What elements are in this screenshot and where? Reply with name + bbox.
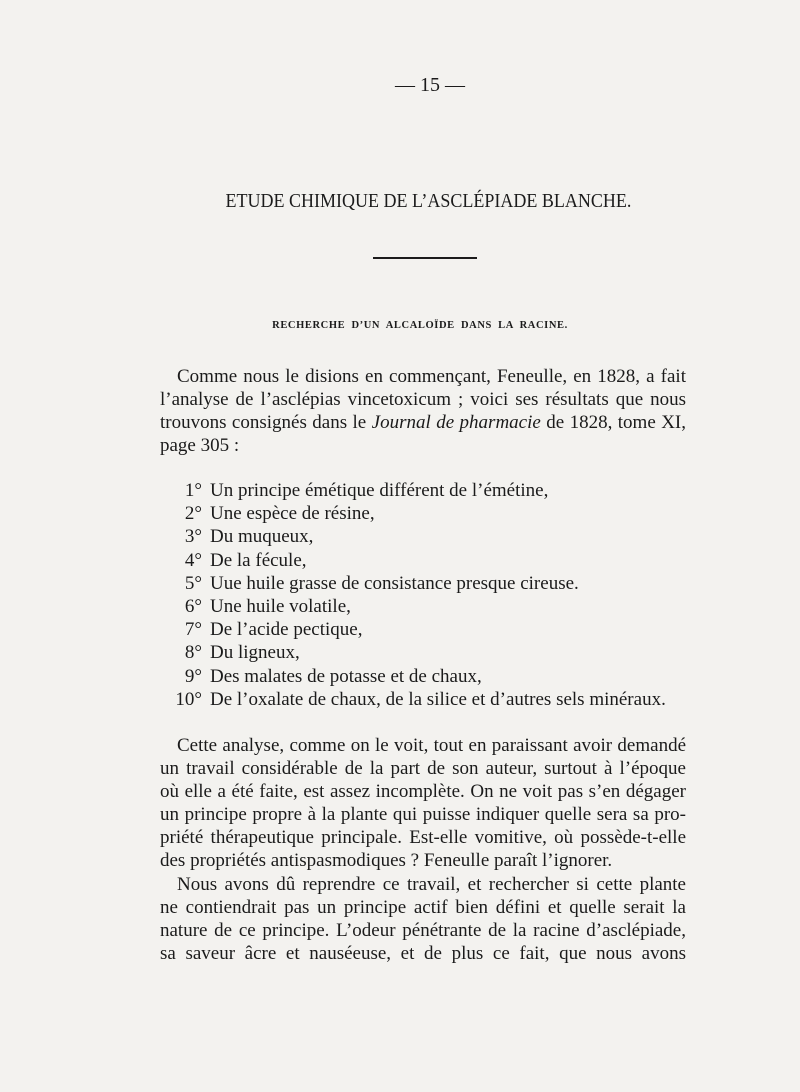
intro-line-3-start: trouvons consignés dans le (160, 412, 372, 433)
body-line: un travail considérable de la part de son auteur, surtout à l’époque (160, 758, 686, 780)
section-heading: RECHERCHE D’UN ALCALOÏDE DANS LA RACINE. (272, 320, 568, 331)
body-line: nature de ce principe. L’odeur pénétrante de la racine d’asclépiade, (160, 919, 686, 941)
list-text: De la fécule, (210, 549, 307, 571)
list-item (160, 665, 686, 688)
page-number: — 15 — (395, 74, 465, 96)
list-item (160, 502, 686, 525)
list-text: Du muqueux, (210, 526, 314, 548)
list-item (160, 688, 686, 711)
list-text: Du ligneux, (210, 642, 300, 664)
chapter-title-text: ETUDE CHIMIQUE DE L’ASCLÉPIADE BLANCHE. (225, 190, 631, 212)
body-line: un principe propre à la plante qui puisse indiquer quelle sera sa pro- (160, 804, 686, 826)
discussion-paragraphs (160, 734, 686, 965)
list-number: 8° (184, 642, 202, 664)
list-text: De l’acide pectique, (210, 619, 363, 641)
intro-line-1: Comme nous le disions en commençant, Feneulle, en 1828, a fait (177, 366, 686, 387)
intro-paragraph (160, 365, 686, 457)
body-line: ne contiendrait pas un principe actif bien défini et quelle serait la (160, 896, 686, 918)
intro-line-3 (160, 411, 686, 434)
list-number: 10° (175, 688, 202, 710)
list-number: 6° (184, 595, 202, 617)
list-text: Une espèce de résine, (210, 503, 375, 525)
list-number: 4° (184, 549, 202, 571)
list-number: 7° (184, 619, 202, 641)
intro-line-2: l’analyse de l’asclépias vincetoxicum ; voici ses résultats que nous (160, 389, 686, 410)
list-item (160, 618, 686, 641)
list-item (160, 572, 686, 595)
body-line: Nous avons dû reprendre ce travail, et rechercher si cette plante (177, 873, 686, 895)
analysis-list (160, 479, 686, 711)
list-text: Un principe émétique différent de l’émétine, (210, 480, 549, 501)
list-item (160, 549, 686, 572)
chapter-title (160, 187, 696, 215)
title-rule (373, 257, 477, 259)
list-text: Des malates de potasse et de chaux, (210, 665, 482, 687)
body-line: Cette analyse, comme on le voit, tout en paraissant avoir demandé (177, 735, 686, 756)
list-number: 3° (184, 526, 202, 548)
list-item (160, 525, 686, 548)
intro-line-3-end: de 1828, tome XI, (540, 412, 686, 433)
list-text: Uue huile grasse de consistance presque cireuse. (210, 572, 579, 594)
list-item (160, 641, 686, 664)
journal-title: Journal de pharmacie (371, 412, 541, 433)
body-line: sa saveur âcre et nauséeuse, et de plus ce fait, que nous avons (160, 942, 686, 964)
list-number: 9° (184, 665, 202, 687)
list-item (160, 595, 686, 618)
list-text: De l’oxalate de chaux, de la silice et d’autres sels minéraux. (210, 688, 666, 710)
list-number: 2° (184, 503, 202, 525)
body-line: des propriétés antispasmodiques ? Feneulle paraît l’ignorer. (160, 850, 613, 872)
body-line: priété thérapeutique principale. Est-elle vomitive, où possède-t-elle (160, 827, 686, 849)
list-text: Une huile volatile, (210, 595, 351, 617)
body-line: où elle a été faite, est assez incomplète. On ne voit pas s’en dégager (160, 781, 686, 803)
list-item (160, 479, 686, 502)
list-number: 5° (184, 572, 202, 594)
intro-line-4: page 305 : (160, 435, 240, 456)
list-number: 1° (184, 480, 202, 501)
